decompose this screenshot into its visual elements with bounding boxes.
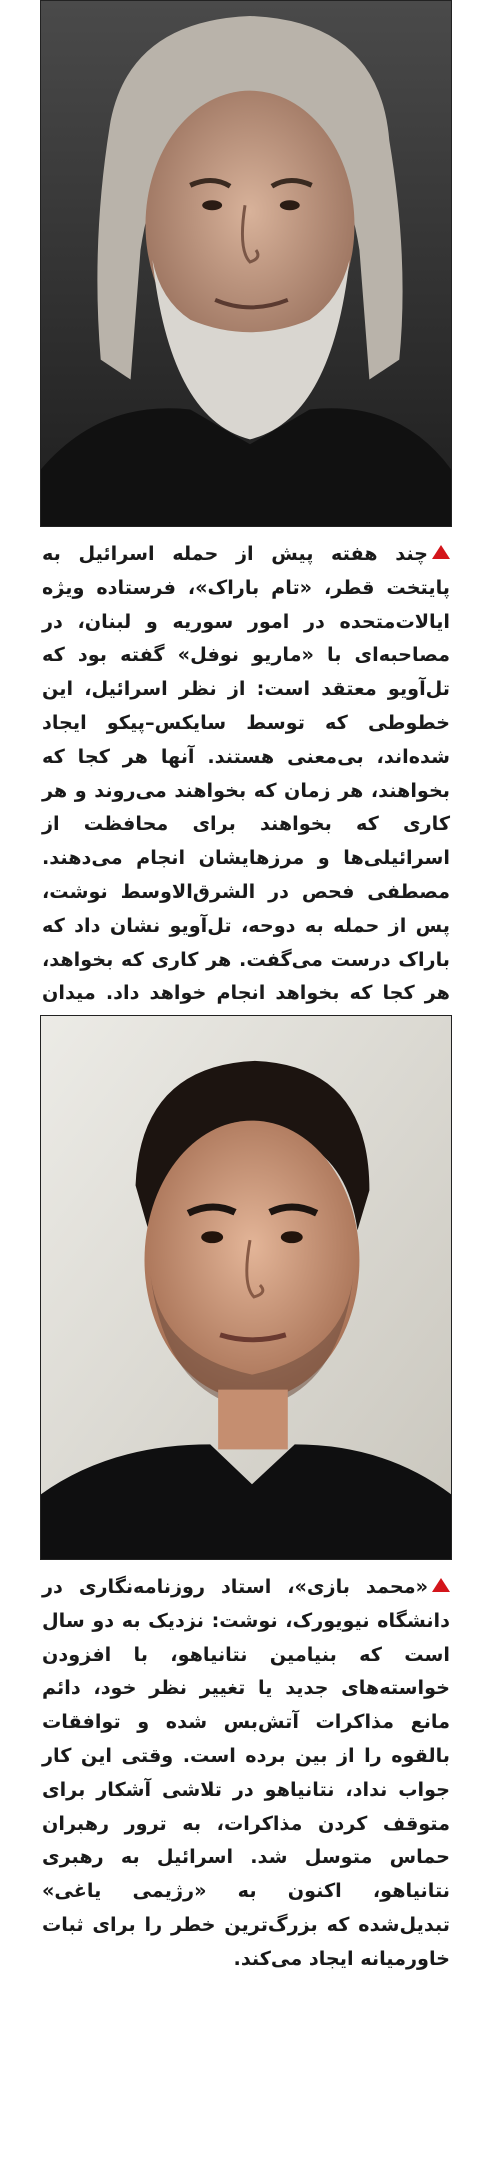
red-triangle-bullet-icon bbox=[432, 545, 450, 559]
photo-caption-2 bbox=[40, 1570, 452, 2130]
portrait-photo-icon bbox=[41, 1016, 451, 1559]
portrait-photo-2 bbox=[40, 1015, 452, 1560]
red-triangle-bullet-icon bbox=[432, 1578, 450, 1592]
photo-caption-1 bbox=[40, 537, 452, 1005]
portrait-photo-1 bbox=[40, 0, 452, 527]
caption-text-2: «محمد بازی»، استاد روزنامه‌نگاری در دانشگاه نیویورک، نوشت: نزدیک به دو سال است که بنیامین نتانیاهو، با افزودن خواسته‌های جدید یا تغییر نظر خود، دائم مانع مذاکرات آتش‌بس شده و توافقات بالقوه را از بین برده است. وقتی این کار جواب نداد، نتانیاهو در تلاشی آشکار برای متوقف کردن مذاکرات، به ترور رهبران حماس متوسل شد. اسرائیل به رهبری نتانیاهو، اکنون به «رژیمی یاغی» تبدیل‌شده که بزرگ‌ترین خطر را برای ثبات خاورمیانه ایجاد می‌کند. bbox=[42, 1575, 450, 1970]
portrait-photo-icon bbox=[41, 1, 451, 526]
article-column bbox=[40, 0, 452, 2130]
caption-text-1: چند هفته پیش از حمله اسرائیل به پایتخت قطر، «تام باراک»، فرستاده ویژه ایالات‌متحده در امور سوریه و لبنان، در مصاحبه‌ای با «ماریو نوفل» گفته بود که تل‌آویو معتقد است: از نظر اسرائیل، این خطوطی که توسط سایکس–پیکو ایجاد شده‌اند، بی‌معنی هستند. آنها هر کجا که بخواهند، هر زمان که بخواهند می‌روند و هر کاری که بخواهند برای محافظت از اسرائیلی‌ها و مرزهایشان انجام می‌دهند. مصطفی فحص در الشرق‌الاوسط نوشت، پس از حمله به دوحه، تل‌آویو نشان داد که باراک درست می‌گفت. هر کاری که بخواهد، هر کجا که بخواهد انجام خواهد داد. میدان bbox=[42, 542, 450, 1005]
